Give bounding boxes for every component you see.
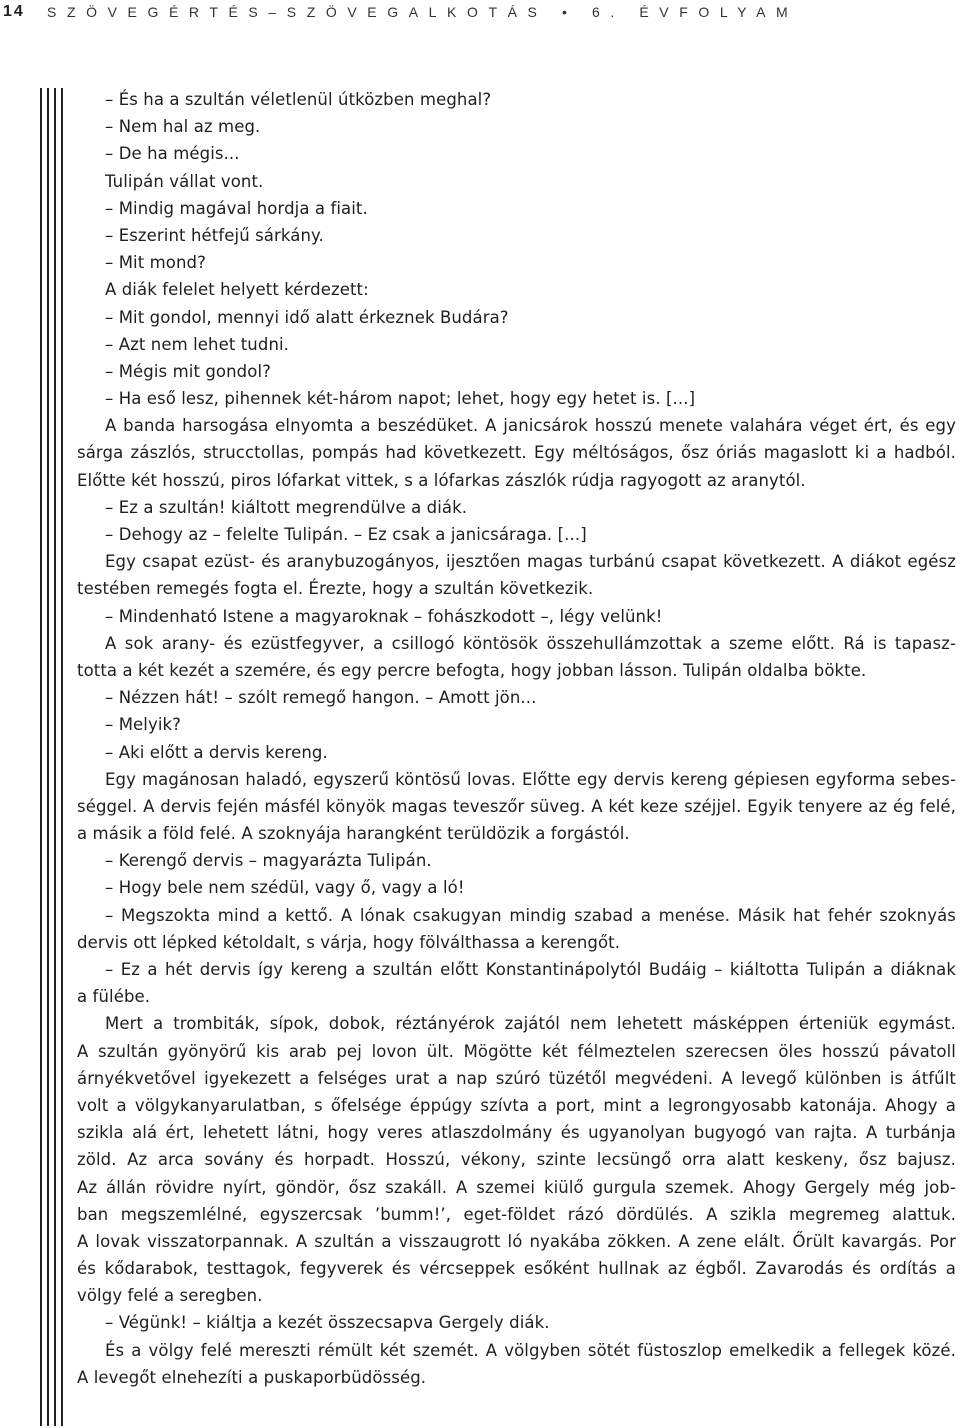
- margin-bar: [54, 88, 56, 1426]
- margin-bar: [47, 88, 49, 1426]
- text-line: – Ez a szultán! kiáltott megrendülve a diák.: [105, 497, 468, 517]
- margin-bar: [40, 88, 42, 1426]
- text-line: – De ha mégis...: [105, 144, 240, 164]
- text-line: Egy csapat ezüst- és aranybuzogányos, ijesztően magas turbánú csapat következett. A diákot egész: [105, 552, 956, 572]
- text-line: volt a völgykanyarulatban, s őfelsége éppúgy szívta a port, mint a legrongyosabb katonája. Ahogy a: [77, 1095, 956, 1115]
- text-line: Tulipán vállat vont.: [105, 171, 264, 191]
- text-line: – Eszerint hétfejű sárkány.: [105, 225, 324, 245]
- text-line: séggel. A dervis fején másfél könyök magas teveszőr süveg. A két keze széjjel. Egyik tenyere az ég felé,: [77, 796, 956, 816]
- text-line: – Ez a hét dervis így kereng a szultán előtt Konstantinápolytól Budáig – kiáltotta Tulipán a diáknak: [105, 960, 956, 979]
- text-line: – Mindig magával hordja a fiait.: [105, 198, 368, 218]
- text-line: – Nézzen hát! – szólt remegő hangon. – Amott jön...: [105, 688, 537, 708]
- text-line: Az állán rövidre nyírt, göndör, ősz szakáll. A szemei kiülő gurgula szemek. Ahogy Gergely még job-: [77, 1177, 956, 1197]
- text-line: a fülébe.: [77, 987, 151, 1007]
- text-line: völgy felé a seregben.: [77, 1286, 263, 1306]
- text-line: És a völgy felé mereszti rémült két szemét. A völgyben sötét füstoszlop emelkedik a fellegek közé.: [105, 1340, 956, 1360]
- text-line: ban megszemlélné, egyszercsak ’bumm!’, eget-földet rázó dördülés. A szikla megremeg alattuk.: [77, 1204, 956, 1224]
- page-number: 14: [3, 3, 25, 20]
- text-line: – Kerengő dervis – magyarázta Tulipán.: [105, 851, 432, 871]
- text-line: – Ha eső lesz, pihennek két-három napot; lehet, hogy egy hetet is. [...]: [105, 389, 696, 409]
- text-line: Egy magánosan haladó, egyszerű köntösű lovas. Előtte egy dervis kereng gépiesen egyforma sebes-: [105, 769, 956, 789]
- text-line: – Mindenható Istene a magyaroknak – fohászkodott –, légy velünk!: [105, 606, 663, 626]
- text-line: – Mit mond?: [105, 253, 206, 273]
- text-line: – Dehogy az – felelte Tulipán. – Ez csak a janicsáraga. [...]: [105, 525, 587, 544]
- text-line: zöld. Az arca sovány és horpadt. Hosszú, vékony, szinte lecsüngő orra alatt keskeny, ősz bajusz.: [77, 1150, 956, 1170]
- margin-bar: [61, 88, 63, 1426]
- text-line: Mert a trombiták, sípok, dobok, réztányérok zajától nem lehetett másképpen érteniük egymást.: [105, 1014, 956, 1034]
- text-line: – Megszokta mind a kettő. A lónak csakugyan mindig szabad a menése. Másik hat fehér szoknyás: [105, 905, 956, 925]
- text-line: – Aki előtt a dervis kereng.: [105, 742, 328, 762]
- text-line: A diák felelet helyett kérdezett:: [105, 280, 369, 300]
- text-line: A banda harsogása elnyomta a beszédüket. A janicsárok hosszú menete valahára véget ért, és egy: [105, 416, 956, 436]
- text-line: szikla alá ért, lehetett látni, hogy veres atlaszdolmány és ugyanolyan bugyogó van rajta. A turbánja: [77, 1123, 956, 1143]
- text-line: – Mégis mit gondol?: [105, 361, 271, 381]
- text-line: totta a két kezét a szemére, és egy percre befogta, hogy jobban lásson. Tulipán oldalba bökte.: [77, 660, 867, 680]
- text-line: A sok arany- és ezüstfegyver, a csillogó köntösök összehullámzottak a szeme előtt. Rá is tapasz-: [105, 633, 956, 653]
- text-line: – Azt nem lehet tudni.: [105, 334, 290, 354]
- text-line: – Végünk! – kiáltja a kezét összecsapva Gergely diák.: [105, 1313, 550, 1333]
- text-line: A levegőt elnehezíti a puskaporbüdösség.: [77, 1367, 427, 1387]
- text-line: a másik a föld felé. A szoknyája harangként terüldözik a forgástól.: [77, 824, 630, 844]
- text-line: testében remegés fogta el. Érezte, hogy a szultán következik.: [77, 579, 594, 599]
- text-line: A szultán gyönyörű kis arab pej lovon ült. Mögötte két félmeztelen szerecsen öles hosszú pávatoll: [77, 1041, 956, 1061]
- running-title: SZÖVEGÉRTÉS–SZÖVEGALKOTÁS • 6. ÉVFOLYAM: [47, 4, 799, 20]
- text-line: – És ha a szultán véletlenül útközben meghal?: [105, 90, 492, 109]
- page-header: [0, 3, 960, 23]
- margin-bars-decoration: [40, 88, 68, 1426]
- text-line: – Mit gondol, mennyi idő alatt érkeznek Budára?: [105, 307, 509, 327]
- text-line: sárga zászlós, strucctollas, pompás had következett. Egy méltóságos, ősz óriás magaslott ki a hadból.: [77, 443, 956, 463]
- text-line: – Melyik?: [105, 715, 182, 735]
- text-line: – Nem hal az meg.: [105, 117, 261, 137]
- text-line: A lovak visszatorpannak. A szultán a visszaugrott ló nyakába zökken. A zene elált. Őrült kavargás. Por: [77, 1231, 956, 1251]
- text-line: Előtte két hosszú, piros lófarkat vittek, s a lófarkas zászlók rúdja ragyogott az aranytól.: [77, 470, 806, 490]
- text-line: dervis ott lépked kétoldalt, s várja, hogy fölválthassa a kerengőt.: [77, 932, 621, 952]
- body-text: [77, 86, 956, 1391]
- text-line: – Hogy bele nem szédül, vagy ő, vagy a ló!: [105, 878, 465, 898]
- text-line: és kődarabok, testtagok, fegyverek és vércseppek esőként hullnak az égből. Zavarodás és ordítás a: [77, 1259, 956, 1279]
- text-line: árnyékvetővel igyekezett a felséges urat a nap szúró tüzétől megvédeni. A levegő különben is átfűlt: [77, 1068, 956, 1088]
